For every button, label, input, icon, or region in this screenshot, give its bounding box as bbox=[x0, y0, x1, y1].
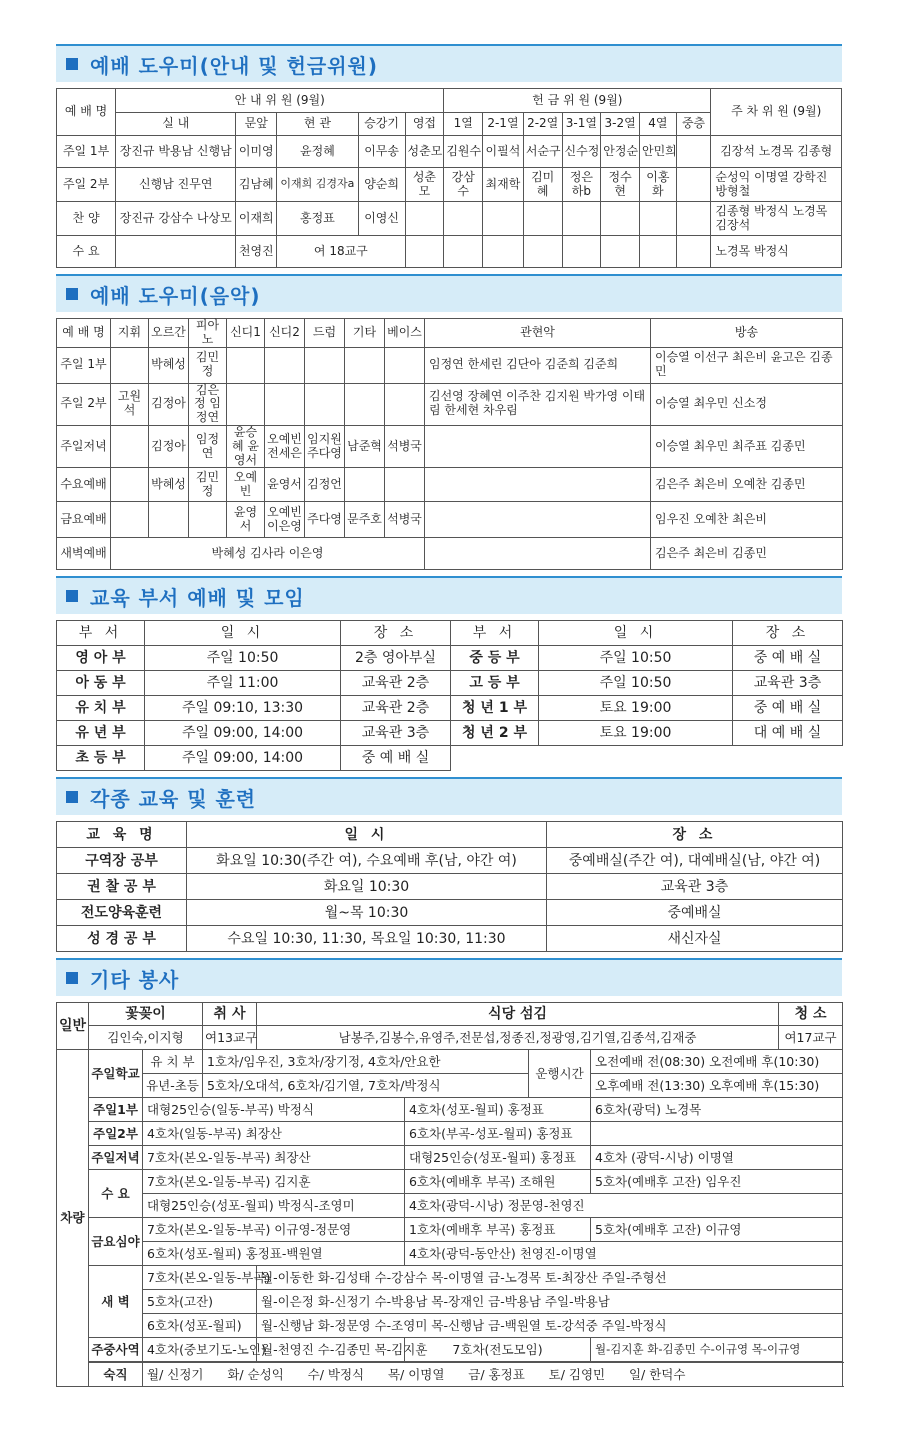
cell bbox=[111, 468, 149, 502]
cell bbox=[601, 202, 640, 236]
cell: 청 년 1 부 bbox=[451, 696, 539, 721]
header-cell: 일 시 bbox=[187, 822, 547, 848]
cell: 1호차(예배후 부곡) 홍정표 bbox=[405, 1218, 591, 1242]
cell: 박혜성 bbox=[149, 347, 189, 383]
header-cell: 예 배 명 bbox=[57, 319, 111, 348]
cell: 이무송 bbox=[358, 136, 405, 168]
table-row bbox=[57, 538, 843, 570]
cell: 김장석 노경목 김종형 bbox=[711, 136, 842, 168]
cell: 이재희 bbox=[236, 202, 277, 236]
cell: 4호차(일동-부곡) 최장산 bbox=[143, 1122, 405, 1146]
cell: 청 년 2 부 bbox=[451, 721, 539, 746]
header-cell: 꽃꽂이 bbox=[89, 1003, 203, 1026]
cell: 김정아 bbox=[149, 425, 189, 467]
cell: 유년-초등 bbox=[143, 1074, 203, 1098]
header-cell: 부 서 bbox=[57, 621, 145, 646]
cell: 유 년 부 bbox=[57, 721, 145, 746]
header-cell: 현 관 bbox=[277, 113, 359, 136]
cell bbox=[562, 236, 601, 268]
cell: 순성익 이명열 강학진 방형철 bbox=[711, 168, 842, 202]
cell bbox=[345, 383, 385, 425]
cell bbox=[425, 538, 651, 570]
header-cell: 실 내 bbox=[116, 113, 236, 136]
cell: 김미혜 bbox=[523, 168, 562, 202]
bulletin-page bbox=[56, 44, 842, 1387]
row-label: 금요예배 bbox=[57, 502, 111, 538]
cell: 노경목 박정식 bbox=[711, 236, 842, 268]
row-label: 일반 bbox=[57, 1003, 89, 1050]
row-label: 주일2부 bbox=[89, 1122, 143, 1146]
cell: 김정언 bbox=[305, 468, 345, 502]
table-row bbox=[57, 136, 842, 168]
cell bbox=[405, 202, 444, 236]
cell: 대형25인승(성포-월피) 홍정표 bbox=[405, 1146, 591, 1170]
row-label: 주일저녁 bbox=[89, 1146, 143, 1170]
usher-table bbox=[56, 88, 842, 268]
table-row bbox=[57, 926, 843, 952]
cell bbox=[305, 347, 345, 383]
cell: 운행시간 bbox=[529, 1050, 591, 1098]
cell: 이홍화 bbox=[639, 168, 676, 202]
table-row bbox=[57, 383, 843, 425]
cell: 7호차(본오-일동-부곡) 최장산 bbox=[143, 1146, 405, 1170]
cell: 6호차(성포-월피) bbox=[143, 1314, 257, 1338]
cell: 오예빈 이은영 bbox=[265, 502, 305, 538]
cell: 오후예배 전(13:30) 오후예배 후(15:30) bbox=[591, 1074, 843, 1098]
header-cell: 일 시 bbox=[539, 621, 733, 646]
cell: 석병국 bbox=[385, 425, 425, 467]
cell bbox=[345, 468, 385, 502]
row-label: 수 요 bbox=[57, 236, 116, 268]
cell: 4호차(성포-월피) 홍정표 bbox=[405, 1098, 591, 1122]
cell bbox=[601, 236, 640, 268]
row-label: 찬 양 bbox=[57, 202, 116, 236]
cell: 이영신 bbox=[358, 202, 405, 236]
cell: 정은하b bbox=[562, 168, 601, 202]
cell: 6호차(광덕) 노경목 bbox=[591, 1098, 843, 1122]
cell bbox=[425, 468, 651, 502]
cell: 양순희 bbox=[358, 168, 405, 202]
header-cell: 부 서 bbox=[451, 621, 539, 646]
cell: 5호차(고잔) bbox=[143, 1290, 257, 1314]
cell: 정수현 bbox=[601, 168, 640, 202]
cell: 김종형 박정식 노경목 김장석 bbox=[711, 202, 842, 236]
header-cell: 일 시 bbox=[145, 621, 341, 646]
cell: 중예배실 bbox=[547, 900, 843, 926]
cell: 중 등 부 bbox=[451, 646, 539, 671]
cell: 김원수 bbox=[444, 136, 483, 168]
cell: 윤정혜 bbox=[277, 136, 359, 168]
cell: 6호차(예배후 부곡) 조해원 bbox=[405, 1170, 591, 1194]
header-cell: 문앞 bbox=[236, 113, 277, 136]
cell bbox=[116, 236, 236, 268]
header-cell: 4열 bbox=[639, 113, 676, 136]
cell bbox=[676, 136, 711, 168]
cell: 최재학 bbox=[483, 168, 524, 202]
cell bbox=[189, 502, 227, 538]
cell: 김은주 최은비 김종민 bbox=[651, 538, 843, 570]
cell: 화요일 10:30(주간 여), 수요예배 후(남, 야간 여) bbox=[187, 848, 547, 874]
row-label: 주일 2부 bbox=[57, 383, 111, 425]
cell: 주일 09:00, 14:00 bbox=[145, 746, 341, 771]
cell: 고 등 부 bbox=[451, 671, 539, 696]
header-cell: 2-1열 bbox=[483, 113, 524, 136]
cell: 대 예 배 실 bbox=[733, 721, 843, 746]
header-cell: 3-2열 bbox=[601, 113, 640, 136]
cell bbox=[111, 425, 149, 467]
header-cell: 오르간 bbox=[149, 319, 189, 348]
header-cell: 교 육 명 bbox=[57, 822, 187, 848]
cell bbox=[591, 1122, 843, 1146]
section-header-training bbox=[56, 777, 842, 815]
cell: 임정연 bbox=[189, 425, 227, 467]
cell: 김인숙,이지형 bbox=[89, 1026, 203, 1050]
cell: 이필석 bbox=[483, 136, 524, 168]
cell: 영 아 부 bbox=[57, 646, 145, 671]
cell: 이재희 김경자a bbox=[277, 168, 359, 202]
header-cell: 장 소 bbox=[733, 621, 843, 646]
row-label: 주일 1부 bbox=[57, 347, 111, 383]
cell: 유 치 부 bbox=[57, 696, 145, 721]
cell: 중예배실(주간 여), 대예배실(남, 야간 여) bbox=[547, 848, 843, 874]
cell: 주다영 bbox=[305, 502, 345, 538]
table-row bbox=[57, 502, 843, 538]
cell: 7호차(본오-일동-부곡) 이규영-정문영 bbox=[143, 1218, 405, 1242]
cell: 천영진 bbox=[236, 236, 277, 268]
cell: 김은주 최은비 오예찬 김종민 bbox=[651, 468, 843, 502]
row-label: 주일저녁 bbox=[57, 425, 111, 467]
cell: 5호차(예배후 고잔) 임우진 bbox=[591, 1170, 843, 1194]
cell bbox=[425, 502, 651, 538]
cell: 주일 10:50 bbox=[145, 646, 341, 671]
section-title: 예배 도우미(음악) bbox=[90, 283, 261, 308]
table-row bbox=[57, 746, 843, 771]
table-row bbox=[57, 721, 843, 746]
header-cell: 주 차 위 원 (9월) bbox=[711, 89, 842, 136]
cell: 임지원 주다영 bbox=[305, 425, 345, 467]
header-cell: 신디2 bbox=[265, 319, 305, 348]
cell bbox=[523, 236, 562, 268]
cell: 토요 19:00 bbox=[539, 696, 733, 721]
cell: 화요일 10:30 bbox=[187, 874, 547, 900]
cell bbox=[425, 425, 651, 467]
cell: 여 18교구 bbox=[277, 236, 405, 268]
header-cell: 지휘 bbox=[111, 319, 149, 348]
cell: 남봉주,김봉수,유영주,전문섭,정종진,정광영,김기열,김종석,김재중 bbox=[257, 1026, 779, 1050]
header-cell: 헌 금 위 원 (9월) bbox=[444, 89, 711, 113]
cell bbox=[444, 202, 483, 236]
cell: 주일 09:10, 13:30 bbox=[145, 696, 341, 721]
section-title: 교육 부서 예배 및 모임 bbox=[90, 585, 305, 610]
cell: 중 예 배 실 bbox=[733, 696, 843, 721]
header-cell: 피아노 bbox=[189, 319, 227, 348]
cell: 주일 09:00, 14:00 bbox=[145, 721, 341, 746]
cell: 2층 영아부실 bbox=[341, 646, 451, 671]
cell bbox=[149, 502, 189, 538]
header-cell: 청 소 bbox=[779, 1003, 843, 1026]
cell: 중 예 배 실 bbox=[733, 646, 843, 671]
header-cell: 신디1 bbox=[227, 319, 265, 348]
cell: 교육관 2층 bbox=[341, 696, 451, 721]
header-cell: 3-1열 bbox=[562, 113, 601, 136]
cell: 월/ 신정기 화/ 순성익 수/ 박정식 목/ 이명열 금/ 홍정표 토/ 김영민 일/ 한덕수 bbox=[143, 1363, 843, 1387]
table-row bbox=[57, 168, 842, 202]
cell bbox=[111, 347, 149, 383]
cell: 유 치 부 bbox=[143, 1050, 203, 1074]
cell: 주일 11:00 bbox=[145, 671, 341, 696]
cell: 서순구 bbox=[523, 136, 562, 168]
header-cell: 방송 bbox=[651, 319, 843, 348]
training-table bbox=[56, 821, 843, 952]
header-cell: 장 소 bbox=[341, 621, 451, 646]
cell bbox=[227, 347, 265, 383]
cell: 교육관 3층 bbox=[733, 671, 843, 696]
dept-table bbox=[56, 620, 843, 771]
cell: 김민정 bbox=[189, 347, 227, 383]
cell: 오예빈 전세은 bbox=[265, 425, 305, 467]
section-title: 예배 도우미(안내 및 헌금위원) bbox=[90, 53, 379, 78]
cell: 토요 19:00 bbox=[539, 721, 733, 746]
row-label: 주일학교 bbox=[89, 1050, 143, 1098]
row-label: 차량 bbox=[57, 1050, 89, 1387]
header-cell: 드럼 bbox=[305, 319, 345, 348]
cell: 4호차(중보기도-노인) bbox=[143, 1338, 257, 1362]
cell: 4호차 (광덕-시낭) 이명열 bbox=[591, 1146, 843, 1170]
cell: 오전예배 전(08:30) 오전예배 후(10:30) bbox=[591, 1050, 843, 1074]
cell bbox=[639, 202, 676, 236]
header-cell: 관현악 bbox=[425, 319, 651, 348]
square-bullet-icon bbox=[66, 791, 78, 803]
cell bbox=[676, 236, 711, 268]
cell bbox=[345, 347, 385, 383]
cell: 임우진 오예찬 최은비 bbox=[651, 502, 843, 538]
cell: 월-김지훈 화-김종민 수-이규영 목-이규영 bbox=[591, 1338, 843, 1362]
cell: 권 찰 공 부 bbox=[57, 874, 187, 900]
cell bbox=[676, 168, 711, 202]
cell: 오예빈 bbox=[227, 468, 265, 502]
cell: 새신자실 bbox=[547, 926, 843, 952]
section-title: 기타 봉사 bbox=[90, 967, 180, 992]
service-table bbox=[56, 1002, 843, 1387]
cell: 전도양육훈련 bbox=[57, 900, 187, 926]
cell bbox=[265, 383, 305, 425]
cell: 월-신행남 화-정문영 수-조영미 목-신행남 금-백원열 토-강석중 주일-박정식 bbox=[257, 1314, 843, 1338]
cell: 이승열 이선구 최은비 윤고은 김종민 bbox=[651, 347, 843, 383]
cell: 안민희 bbox=[639, 136, 676, 168]
cell: 월-이은정 화-신정기 수-박용남 목-장재인 금-박용남 주일-박용남 bbox=[257, 1290, 843, 1314]
cell bbox=[562, 202, 601, 236]
row-label: 주일 2부 bbox=[57, 168, 116, 202]
cell: 신행남 진무연 bbox=[116, 168, 236, 202]
cell: 아 동 부 bbox=[57, 671, 145, 696]
section-header-other-service bbox=[56, 958, 842, 996]
table-row bbox=[57, 236, 842, 268]
cell: 장진규 박용남 신행남 bbox=[116, 136, 236, 168]
cell: 중 예 배 실 bbox=[341, 746, 451, 771]
square-bullet-icon bbox=[66, 590, 78, 602]
music-table bbox=[56, 318, 843, 570]
header-cell: 승강기 bbox=[358, 113, 405, 136]
header-cell: 영접 bbox=[405, 113, 444, 136]
cell: 1호차/임우진, 3호차/장기정, 4호차/안요한 bbox=[203, 1050, 529, 1074]
cell bbox=[265, 347, 305, 383]
row-label: 수요예배 bbox=[57, 468, 111, 502]
cell: 성 경 공 부 bbox=[57, 926, 187, 952]
section-header-education-dept bbox=[56, 576, 842, 614]
cell bbox=[483, 236, 524, 268]
cell: 7호차(본오-일동-부곡) bbox=[143, 1266, 257, 1290]
cell: 5호차(예배후 고잔) 이규영 bbox=[591, 1218, 843, 1242]
cell: 여13교구 bbox=[203, 1026, 257, 1050]
row-label: 새 벽 bbox=[89, 1266, 143, 1338]
cell: 7호차(본오-일동-부곡) 김지훈 bbox=[143, 1170, 405, 1194]
cell: 문주호 bbox=[345, 502, 385, 538]
row-label: 주중사역 bbox=[89, 1338, 143, 1362]
cell: 김남혜 bbox=[236, 168, 277, 202]
cell: 교육관 3층 bbox=[341, 721, 451, 746]
table-row bbox=[57, 1122, 843, 1146]
cell bbox=[305, 383, 345, 425]
table-row bbox=[57, 347, 843, 383]
header-cell: 기타 bbox=[345, 319, 385, 348]
header-cell: 취 사 bbox=[203, 1003, 257, 1026]
cell bbox=[676, 202, 711, 236]
cell: 7호차(전도모임) bbox=[405, 1338, 591, 1362]
cell: 월~목 10:30 bbox=[187, 900, 547, 926]
header-cell: 예 배 명 bbox=[57, 89, 116, 136]
square-bullet-icon bbox=[66, 972, 78, 984]
table-row bbox=[57, 468, 843, 502]
cell: 안정순 bbox=[601, 136, 640, 168]
cell: 강삼수 bbox=[444, 168, 483, 202]
cell: 장진규 강삼수 나상모 bbox=[116, 202, 236, 236]
empty-cell bbox=[451, 746, 843, 771]
row-label: 숙직 bbox=[89, 1363, 143, 1387]
cell: 이승열 최우민 신소정 bbox=[651, 383, 843, 425]
header-cell: 중층 bbox=[676, 113, 711, 136]
cell: 대형25인승(일동-부곡) 박정식 bbox=[143, 1098, 405, 1122]
cell: 윤승혜 윤영서 bbox=[227, 425, 265, 467]
table-row bbox=[57, 1146, 843, 1170]
cell: 6호차(성포-월피) 홍정표-백원열 bbox=[143, 1242, 405, 1266]
cell: 4호차(광덕-동안산) 천영진-이명열 bbox=[405, 1242, 843, 1266]
cell: 이미영 bbox=[236, 136, 277, 168]
cell: 남준혁 bbox=[345, 425, 385, 467]
table-row bbox=[57, 1098, 843, 1122]
cell: 성춘모 bbox=[405, 136, 444, 168]
row-label: 금요심야 bbox=[89, 1218, 143, 1266]
table-row bbox=[57, 671, 843, 696]
cell: 교육관 3층 bbox=[547, 874, 843, 900]
header-cell: 식당 섬김 bbox=[257, 1003, 779, 1026]
cell: 월-이동한 화-김성태 수-강삼수 목-이명열 금-노경목 토-최장산 주일-주형선 bbox=[257, 1266, 843, 1290]
cell: 6호차(부곡-성포-월피) 홍정표 bbox=[405, 1122, 591, 1146]
cell: 석병국 bbox=[385, 502, 425, 538]
cell: 윤영서 bbox=[265, 468, 305, 502]
cell: 여17교구 bbox=[779, 1026, 843, 1050]
cell bbox=[385, 383, 425, 425]
cell: 홍정표 bbox=[277, 202, 359, 236]
table-row bbox=[57, 646, 843, 671]
table-row bbox=[57, 696, 843, 721]
cell bbox=[227, 383, 265, 425]
row-label: 주일 1부 bbox=[57, 136, 116, 168]
table-row bbox=[57, 900, 843, 926]
cell bbox=[639, 236, 676, 268]
cell: 임정연 한세린 김단아 김준희 김준희 bbox=[425, 347, 651, 383]
cell: 성춘모 bbox=[405, 168, 444, 202]
header-cell: 2-2열 bbox=[523, 113, 562, 136]
square-bullet-icon bbox=[66, 58, 78, 70]
cell: 주일 10:50 bbox=[539, 671, 733, 696]
cell: 초 등 부 bbox=[57, 746, 145, 771]
cell: 교육관 2층 bbox=[341, 671, 451, 696]
cell bbox=[385, 468, 425, 502]
cell: 4호차(광덕-시낭) 정문영-천영진 bbox=[405, 1194, 843, 1218]
cell bbox=[523, 202, 562, 236]
row-label: 주일1부 bbox=[89, 1098, 143, 1122]
section-header-usher bbox=[56, 44, 842, 82]
cell bbox=[385, 347, 425, 383]
cell bbox=[111, 502, 149, 538]
row-label: 새벽예배 bbox=[57, 538, 111, 570]
cell: 수요일 10:30, 11:30, 목요일 10:30, 11:30 bbox=[187, 926, 547, 952]
header-cell: 1열 bbox=[444, 113, 483, 136]
cell: 박혜성 김사라 이은영 bbox=[111, 538, 425, 570]
cell: 구역장 공부 bbox=[57, 848, 187, 874]
cell: 김은정 임정연 bbox=[189, 383, 227, 425]
cell: 대형25인승(성포-월피) 박정식-조영미 bbox=[143, 1194, 405, 1218]
section-title: 각종 교육 및 훈련 bbox=[90, 786, 257, 811]
cell: 박혜성 bbox=[149, 468, 189, 502]
cell: 김선영 장혜연 이주찬 김지원 박가영 이태림 한세현 차우림 bbox=[425, 383, 651, 425]
header-cell: 안 내 위 원 (9월) bbox=[116, 89, 444, 113]
cell: 윤영서 bbox=[227, 502, 265, 538]
cell: 김민정 bbox=[189, 468, 227, 502]
table-row bbox=[57, 848, 843, 874]
cell bbox=[483, 202, 524, 236]
header-cell: 베이스 bbox=[385, 319, 425, 348]
cell: 월-천영진 수-김종민 목-김지훈 bbox=[257, 1338, 405, 1362]
section-header-music bbox=[56, 274, 842, 312]
cell: 신수정 bbox=[562, 136, 601, 168]
table-row bbox=[57, 874, 843, 900]
cell: 고원석 bbox=[111, 383, 149, 425]
table-row bbox=[57, 202, 842, 236]
cell: 이승열 최우민 최주표 김종민 bbox=[651, 425, 843, 467]
cell: 김정아 bbox=[149, 383, 189, 425]
cell: 주일 10:50 bbox=[539, 646, 733, 671]
cell: 5호차/오대석, 6호차/김기열, 7호차/박정식 bbox=[203, 1074, 529, 1098]
square-bullet-icon bbox=[66, 288, 78, 300]
header-cell: 장 소 bbox=[547, 822, 843, 848]
table-row bbox=[57, 425, 843, 467]
cell bbox=[405, 236, 444, 268]
row-label: 수 요 bbox=[89, 1170, 143, 1218]
cell bbox=[444, 236, 483, 268]
